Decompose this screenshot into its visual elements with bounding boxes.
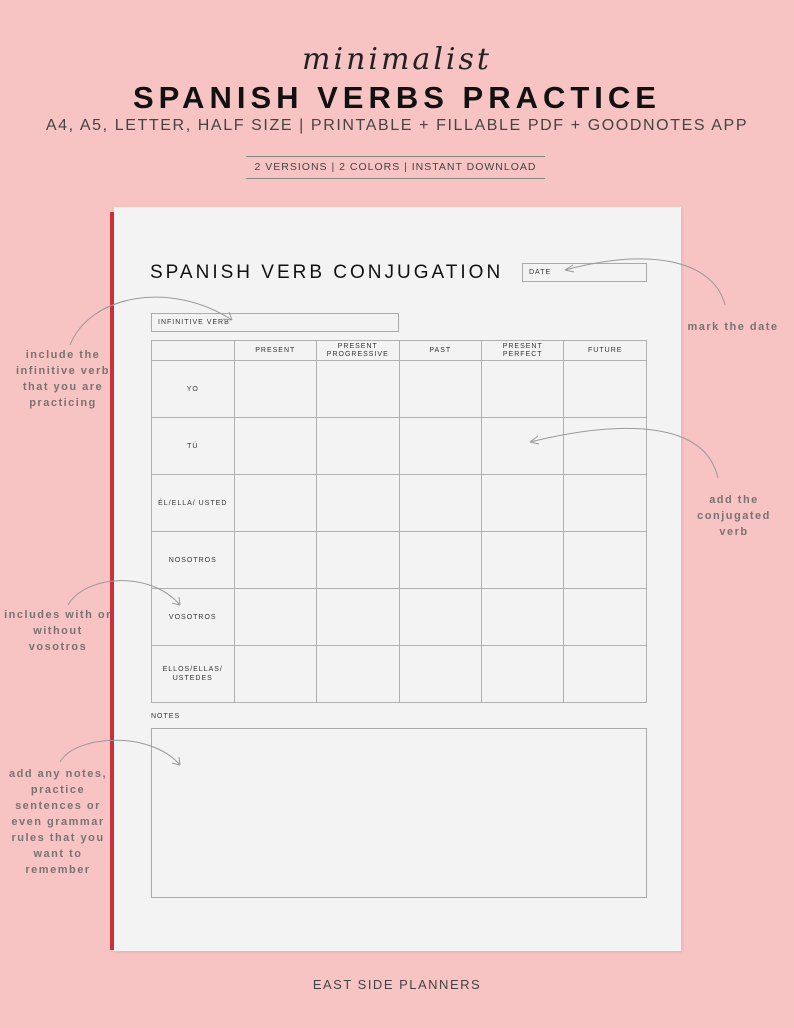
date-label: DATE: [529, 269, 552, 276]
arrow-icon: [60, 740, 180, 765]
notes-label: NOTES: [151, 713, 181, 720]
brand-footer: EAST SIDE PLANNERS: [312, 977, 482, 992]
annotation-infinitive: include the infinitive verb that you are practicing: [15, 349, 111, 409]
annotation-date: mark the date: [687, 321, 779, 333]
arrow-icon: [565, 259, 725, 305]
pronoun-label: VOSOTROS: [152, 589, 235, 646]
arrow-icon: [70, 297, 232, 345]
script-title: minimalist: [302, 42, 492, 77]
subtitle: A4, A5, LETTER, HALF SIZE | PRINTABLE + FILLABLE PDF + GOODNOTES APP: [45, 117, 749, 134]
sheet-title: SPANISH VERB CONJUGATION: [150, 262, 504, 283]
pronoun-label: TÚ: [152, 418, 235, 475]
main-title: SPANISH VERBS PRACTICE: [133, 80, 661, 115]
pronoun-label: YO: [152, 361, 235, 418]
annotation-conjugated: add the conjugated verb: [697, 494, 771, 538]
annotation-vosotros: includes with or without vosotros: [4, 609, 112, 653]
column-header: FUTURE: [564, 341, 647, 361]
arrow-icon: [530, 428, 718, 478]
column-header: PRESENT: [234, 341, 316, 361]
column-header: PRESENT PERFECT: [481, 341, 563, 361]
versions-banner: 2 VERSIONS | 2 COLORS | INSTANT DOWNLOAD: [246, 156, 545, 179]
pronoun-label: ÉL/ELLA/ USTED: [152, 475, 235, 532]
infinitive-label: INFINITIVE VERB: [158, 319, 230, 326]
annotation-notes: add any notes, practice sentences or even grammar rules that you want to remember: [8, 768, 108, 876]
arrow-icon: [68, 581, 180, 605]
column-header: PAST: [399, 341, 481, 361]
pronoun-label: ELLOS/ELLAS/ USTEDES: [152, 646, 235, 703]
column-header: PRESENT PROGRESSIVE: [317, 341, 400, 361]
pronoun-label: NOSOTROS: [152, 532, 235, 589]
